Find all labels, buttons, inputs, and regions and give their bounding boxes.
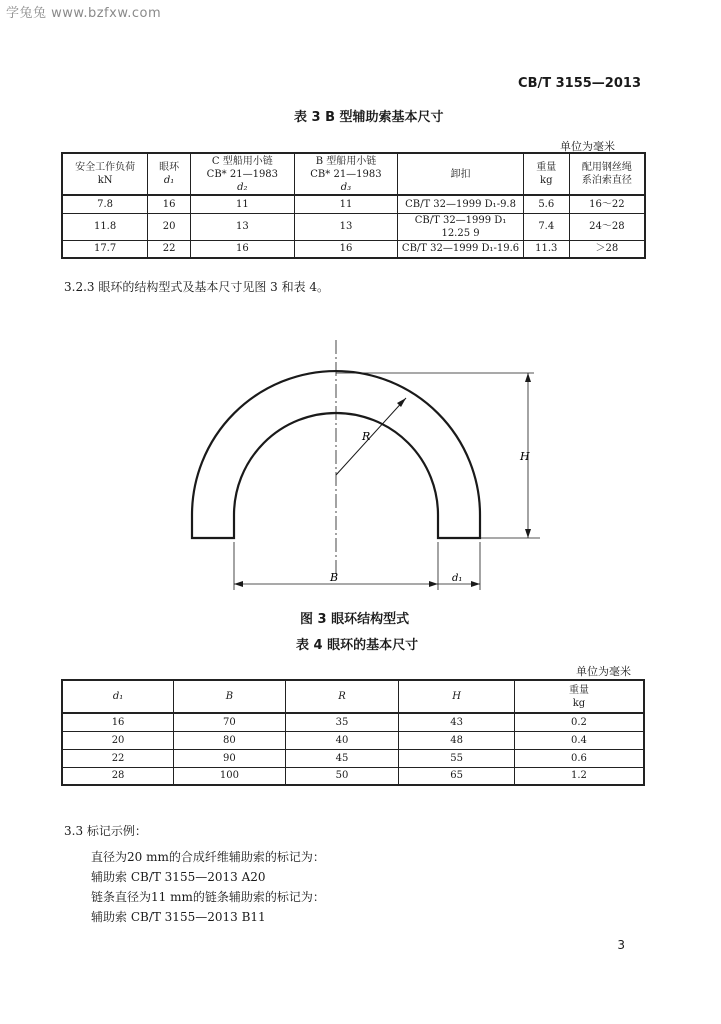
table-cell: 11 (191, 195, 295, 213)
label-b: B (330, 571, 339, 584)
table-row (62, 195, 645, 213)
table-cell: 16 (191, 240, 295, 258)
table-cell: 0.2 (514, 713, 644, 731)
table-cell: 65 (399, 767, 515, 785)
table3-header-cell: 配用钢丝绳 系泊索直径 (569, 153, 645, 195)
table3 (61, 152, 646, 259)
table-cell: 22 (62, 749, 174, 767)
table3-header-cell: 重量 kg (523, 153, 569, 195)
table3-caption: 表 3 B 型辅助索基本尺寸 (294, 110, 444, 125)
table-row (62, 713, 644, 731)
table-cell: 11.3 (523, 240, 569, 258)
table-cell: 0.4 (514, 731, 644, 749)
figure3-eye-ring-diagram (180, 330, 560, 600)
table4-header-cell: H (399, 680, 515, 713)
marking-line-3: 链条直径为11 mm的链条辅助索的标记为： (91, 890, 325, 904)
table-cell: 50 (285, 767, 399, 785)
table-cell: 16～22 (569, 195, 645, 213)
table-cell: 5.6 (523, 195, 569, 213)
figure3-caption: 图 3 眼环结构型式 (300, 612, 410, 627)
table-cell: 70 (174, 713, 286, 731)
d1-arrow-right (471, 581, 480, 587)
table-cell: 20 (148, 213, 191, 240)
label-r: R (362, 430, 371, 443)
marking-line-1: 直径为20 mm的合成纤维辅助索的标记为： (91, 850, 325, 864)
table-cell: 11 (294, 195, 398, 213)
table3-header-cell: 卸扣 (398, 153, 524, 195)
table-cell: ＞28 (569, 240, 645, 258)
table-cell: 13 (191, 213, 295, 240)
table-cell: 17.7 (62, 240, 148, 258)
table-cell: 100 (174, 767, 286, 785)
table-cell: 16 (62, 713, 174, 731)
b-arrow-right (429, 581, 438, 587)
table3-header-cell: C 型船用小链 CB* 21—1983 d₂ (191, 153, 295, 195)
table-row (62, 240, 645, 258)
table-cell: 80 (174, 731, 286, 749)
table-row (62, 749, 644, 767)
table4-header-row (62, 680, 644, 713)
table-cell: 13 (294, 213, 398, 240)
h-arrow-top (525, 373, 531, 382)
table-cell: 43 (399, 713, 515, 731)
table-cell: 22 (148, 240, 191, 258)
table-cell: 48 (399, 731, 515, 749)
radius-line (336, 398, 406, 475)
table3-header-cell: B 型船用小链 CB* 21—1983 d₃ (294, 153, 398, 195)
table-cell: 1.2 (514, 767, 644, 785)
table-cell: 20 (62, 731, 174, 749)
table-cell: CB/T 32—1999 D₁ 12.25 9 (398, 213, 524, 240)
table-cell: 35 (285, 713, 399, 731)
table3-header-row (62, 153, 645, 195)
table4-header-cell: 重量 kg (514, 680, 644, 713)
page-number: 3 (617, 938, 625, 952)
table-cell: 24～28 (569, 213, 645, 240)
table-cell: 7.4 (523, 213, 569, 240)
section-3-3-heading: 3.3 标记示例： (64, 824, 147, 838)
label-h: H (520, 450, 530, 463)
table-cell: CB/T 32—1999 D₁-19.6 (398, 240, 524, 258)
table-row (62, 213, 645, 240)
watermark: 学兔兔 www.bzfxw.com (6, 6, 162, 21)
radius-arrowhead (397, 398, 406, 407)
table4 (61, 679, 645, 786)
h-arrow-bottom (525, 529, 531, 538)
table4-header-cell: d₁ (62, 680, 174, 713)
table4-header-cell: B (174, 680, 286, 713)
label-d1: d₁ (452, 573, 463, 584)
table-cell: 55 (399, 749, 515, 767)
table-cell: 16 (148, 195, 191, 213)
marking-line-4: 辅助索 CB/T 3155—2013 B11 (91, 910, 266, 924)
table-cell: 28 (62, 767, 174, 785)
table-cell: 45 (285, 749, 399, 767)
table-row (62, 767, 644, 785)
table-cell: 7.8 (62, 195, 148, 213)
table4-unit: 单位为毫米 (576, 665, 631, 678)
document-number: CB/T 3155—2013 (518, 76, 641, 91)
table-cell: 11.8 (62, 213, 148, 240)
table-row (62, 731, 644, 749)
section-3-2-3: 3.2.3 眼环的结构型式及基本尺寸见图 3 和表 4。 (64, 280, 330, 294)
table4-caption: 表 4 眼环的基本尺寸 (296, 638, 419, 653)
table-cell: CB/T 32—1999 D₁-9.8 (398, 195, 524, 213)
table3-header-cell: 眼环 d₁ (148, 153, 191, 195)
table3-header-cell: 安全工作负荷 kN (62, 153, 148, 195)
table4-header-cell: R (285, 680, 399, 713)
table-cell: 90 (174, 749, 286, 767)
table-cell: 16 (294, 240, 398, 258)
b-arrow-left (234, 581, 243, 587)
table3-unit: 单位为毫米 (560, 140, 615, 153)
table-cell: 40 (285, 731, 399, 749)
table-cell: 0.6 (514, 749, 644, 767)
marking-line-2: 辅助索 CB/T 3155—2013 A20 (91, 870, 266, 884)
